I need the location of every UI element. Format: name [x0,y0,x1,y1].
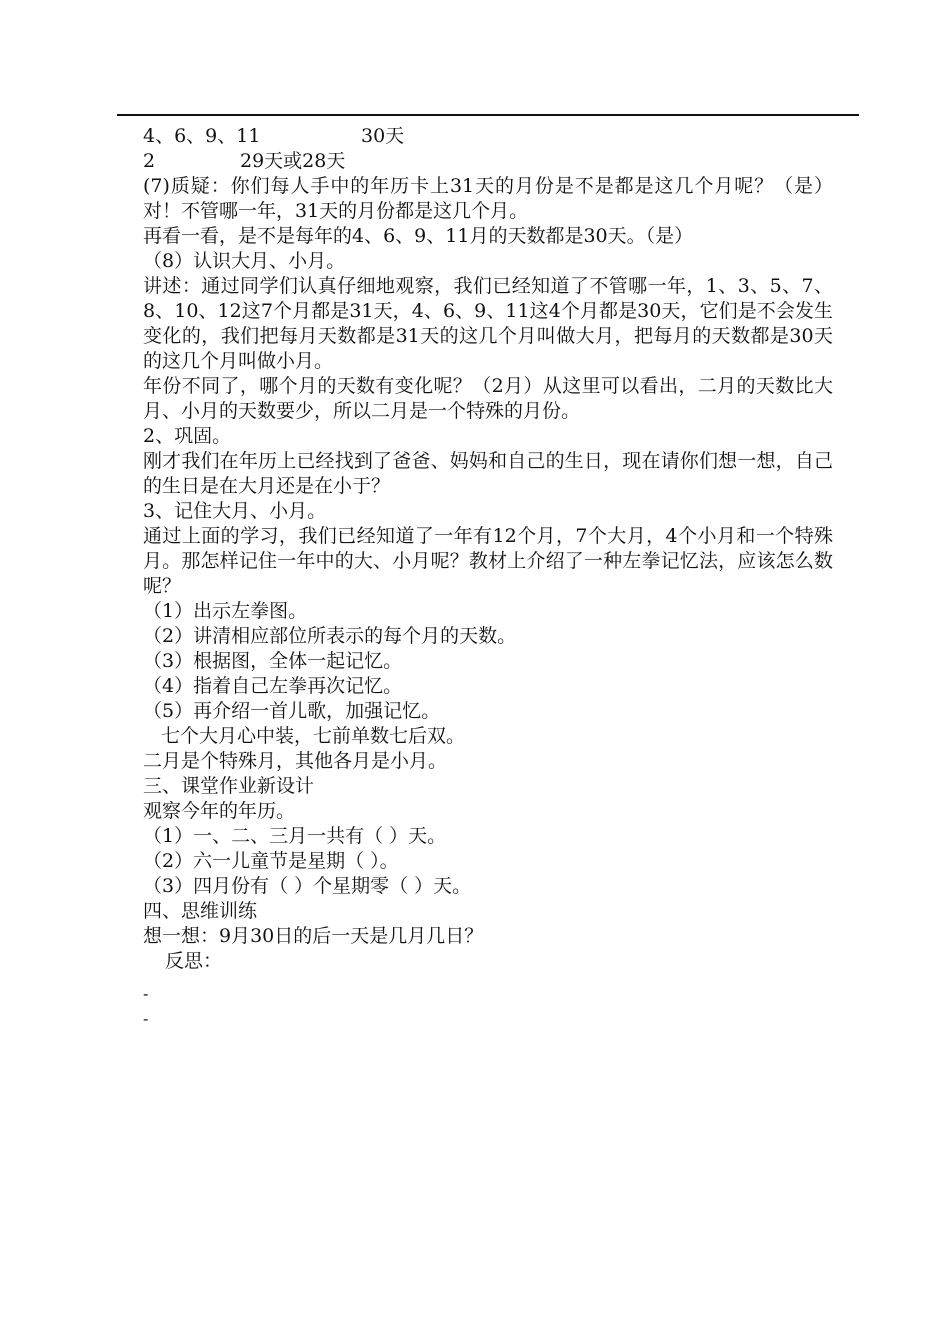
paragraph: 年份不同了，哪个月的天数有变化呢？（2月）从这里可以看出，二月的天数比大月、小月的天数要少，所以二月是一个特殊的月份。 [143,375,833,422]
paragraph: 讲述：通过同学们认真仔细地观察，我们已经知道了不管哪一年，1、3、5、7、8、10、12这7个月都是31天，4、6、9、11这4个月都是30天，它们是不会发生变化的，我们把每月天数都是31天的这几个月叫做大月，把每月的天数都是30天的这几个月叫做小月。 [143,275,833,372]
section-heading: 四、思维训练 [143,900,258,922]
footer-mark: - [143,1009,149,1028]
paragraph: 观察今年的年历。 [143,800,296,822]
exercise-item: （1）一、二、三月一共有（ ）天。 [143,825,447,847]
paragraph: 再看一看，是不是每年的4、6、9、11月的天数都是30天。（是） [143,225,694,247]
days-cell: 29天或28天 [240,150,346,172]
paragraph: 3、记住大月、小月。 [143,500,327,522]
document-body [143,124,833,974]
list-item: （1）出示左拳图。 [143,600,308,622]
exercise-item: （3）四月份有（ ）个星期零（ ）天。 [143,875,472,897]
months-cell: 4、6、9、11 [143,125,261,147]
table-row [143,149,833,174]
paragraph: (7)质疑：你们每人手中的年历卡上31天的月份是不是都是这几个月呢？（是）对！不管哪一年，31天的月份都是这几个月。 [143,175,833,222]
paragraph: 想一想：9月30日的后一天是几月几日？ [143,925,484,947]
days-cell: 30天 [361,125,405,147]
list-item: （2）讲清相应部位所表示的每个月的天数。 [143,625,517,647]
header-rule [117,114,859,116]
rhyme-line: 七个大月心中装，七前单数七后双。 [161,725,466,747]
list-item: （4）指着自己左拳再次记忆。 [143,675,403,697]
reflection-label: 反思： [165,950,223,972]
list-item: （5）再介绍一首儿歌，加强记忆。 [143,700,441,722]
footer-mark: - [143,984,149,1003]
rhyme-line: 二月是个特殊月，其他各月是小月。 [143,750,448,772]
paragraph: 通过上面的学习，我们已经知道了一年有12个月，7个大月，4个小月和一个特殊月。那怎样记住一年中的大、小月呢？教材上介绍了一种左拳记忆法，应该怎么数呢？ [143,525,833,597]
exercise-item: （2）六一儿童节是星期（ ）。 [143,850,399,872]
paragraph: （8）认识大月、小月。 [143,250,346,272]
paragraph: 刚才我们在年历上已经找到了爸爸、妈妈和自己的生日，现在请你们想一想，自己的生日是在大月还是在小于？ [143,450,833,497]
months-cell: 2 [143,150,156,172]
section-heading: 三、课堂作业新设计 [143,775,315,797]
list-item: （3）根据图，全体一起记忆。 [143,650,403,672]
paragraph: 2、巩固。 [143,425,232,447]
table-row [143,124,833,149]
